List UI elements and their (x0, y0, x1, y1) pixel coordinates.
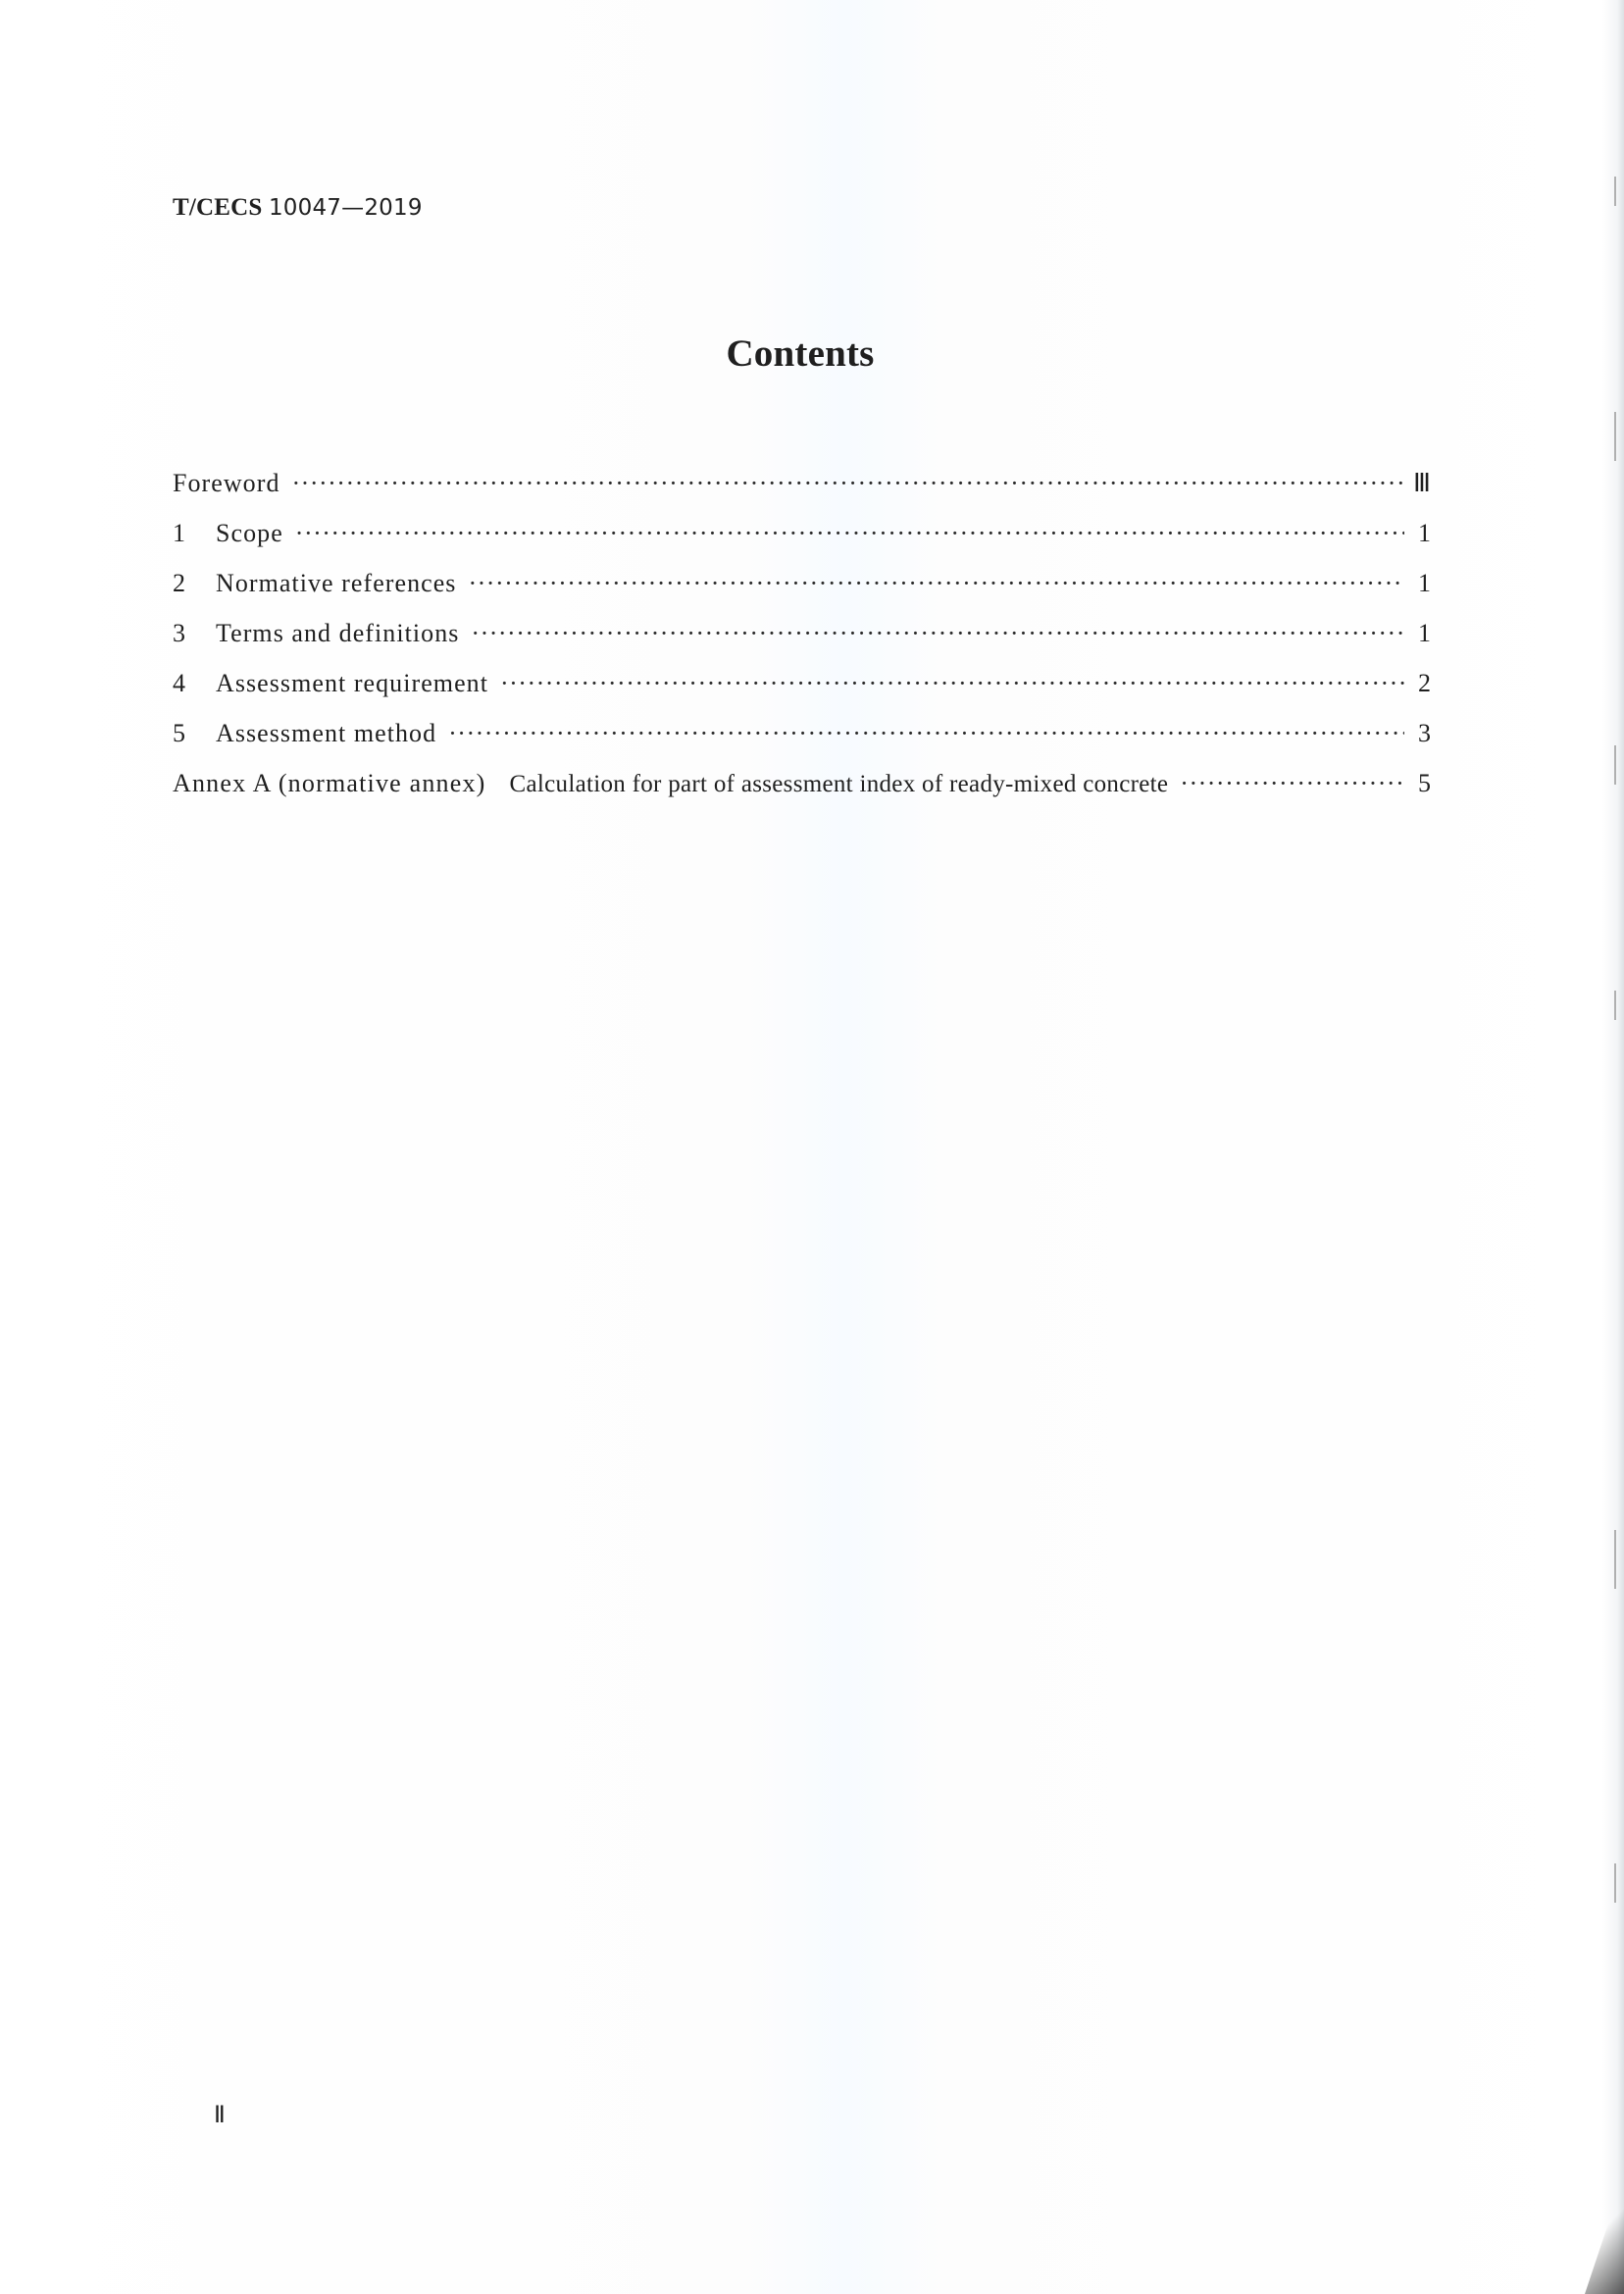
toc-entry-number: 5 (173, 719, 187, 747)
toc-entry-label: Assessment requirement (216, 669, 488, 697)
toc-leader-dots (295, 519, 1404, 548)
toc-entry-terms-and-definitions[interactable] (173, 619, 1432, 669)
toc-leader-dots (471, 619, 1404, 648)
document-code (173, 194, 423, 222)
toc-page-number: 5 (1417, 769, 1432, 797)
toc-entry-scope[interactable] (173, 519, 1432, 569)
toc-entry-annex-a[interactable] (173, 769, 1432, 819)
scan-mark (1614, 991, 1616, 1020)
toc-entry-label: Terms and definitions (216, 619, 460, 647)
toc-entry-label: Normative references (216, 569, 457, 597)
scan-mark (1614, 412, 1616, 461)
toc-entry-foreword[interactable] (173, 469, 1432, 519)
scan-edge-shadow (1602, 0, 1624, 2294)
toc-annex-label-group (173, 769, 1168, 798)
toc-entry-normative-references[interactable] (173, 569, 1432, 619)
toc-entry-assessment-requirement[interactable] (173, 669, 1432, 719)
scan-mark (1614, 1863, 1616, 1903)
page-number: Ⅱ (214, 2103, 226, 2128)
toc-entry-number: 3 (173, 619, 187, 647)
document-code-number: 10047—2019 (268, 195, 423, 221)
scan-mark (1614, 745, 1616, 785)
toc-leader-dots (448, 719, 1404, 748)
document-code-prefix: T/CECS (173, 194, 263, 221)
toc-entry-label: Scope (216, 519, 283, 547)
toc-page-number: Ⅲ (1413, 469, 1432, 497)
toc-page-number: 3 (1417, 719, 1432, 747)
scan-mark (1614, 1530, 1616, 1589)
toc-entry-number: 2 (173, 569, 187, 597)
toc-entry-label: Assessment method (216, 719, 437, 747)
toc-page-number: 1 (1417, 619, 1432, 647)
page-title: Contents (726, 332, 875, 375)
toc-leader-dots (500, 669, 1404, 698)
toc-entry-number: 4 (173, 669, 187, 697)
toc-page-number: 1 (1417, 569, 1432, 597)
toc-page-number: 2 (1417, 669, 1432, 697)
scan-mark (1614, 177, 1616, 206)
toc-entry-assessment-method[interactable] (173, 719, 1432, 769)
toc-annex-description: Calculation for part of assessment index of ready-mixed concrete (509, 771, 1169, 797)
toc-entry-number: 1 (173, 519, 187, 547)
toc-leader-dots (468, 569, 1404, 598)
toc-leader-dots (1180, 769, 1404, 798)
toc-entry-label: Foreword (173, 469, 280, 497)
toc-leader-dots (292, 469, 1405, 498)
toc-annex-label: Annex A (normative annex) (173, 769, 486, 797)
table-of-contents (173, 469, 1432, 819)
toc-page-number: 1 (1417, 519, 1432, 547)
